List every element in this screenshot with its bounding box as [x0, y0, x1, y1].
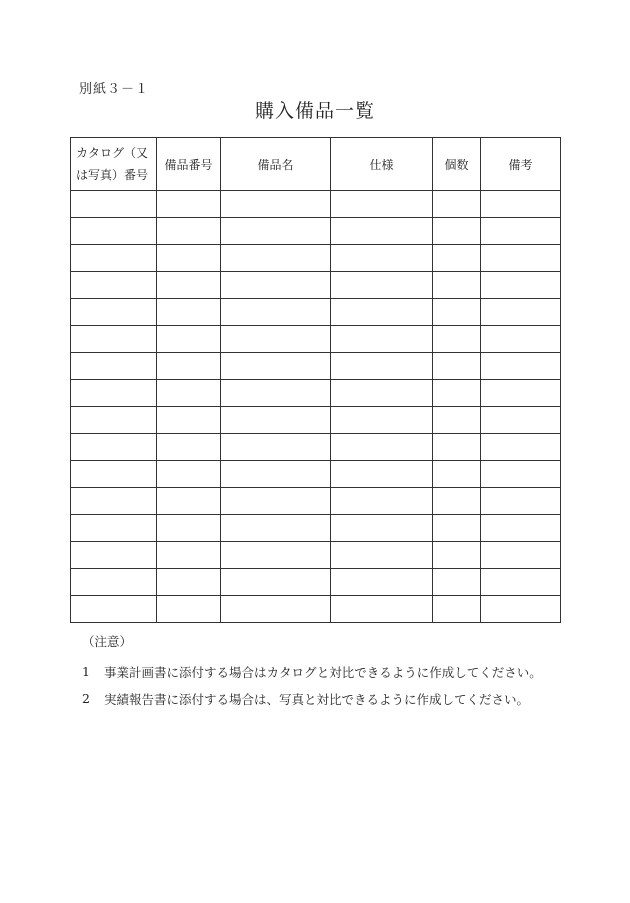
table-row — [71, 407, 561, 434]
cell-item-number[interactable] — [157, 515, 221, 542]
cell-item-name[interactable] — [221, 461, 331, 488]
cell-catalog-number[interactable] — [71, 299, 157, 326]
cell-item-name[interactable] — [221, 488, 331, 515]
cell-catalog-number[interactable] — [71, 542, 157, 569]
note-item — [80, 658, 542, 685]
cell-quantity[interactable] — [433, 407, 481, 434]
cell-item-number[interactable] — [157, 542, 221, 569]
header-spec: 仕様 — [331, 138, 433, 191]
table-row — [71, 245, 561, 272]
cell-catalog-number[interactable] — [71, 218, 157, 245]
cell-quantity[interactable] — [433, 434, 481, 461]
cell-catalog-number[interactable] — [71, 380, 157, 407]
cell-remarks[interactable] — [481, 380, 561, 407]
note-number: 1 — [82, 664, 90, 679]
cell-remarks[interactable] — [481, 461, 561, 488]
cell-remarks[interactable] — [481, 488, 561, 515]
cell-spec[interactable] — [331, 569, 433, 596]
header-catalog-line1: カタログ（又 — [76, 146, 149, 160]
cell-item-number[interactable] — [157, 407, 221, 434]
cell-quantity[interactable] — [433, 488, 481, 515]
cell-spec[interactable] — [331, 488, 433, 515]
cell-remarks[interactable] — [481, 434, 561, 461]
table-row — [71, 380, 561, 407]
cell-remarks[interactable] — [481, 191, 561, 218]
cell-item-name[interactable] — [221, 299, 331, 326]
table-row — [71, 191, 561, 218]
note-number: 2 — [82, 691, 90, 706]
header-catalog-number — [71, 138, 157, 191]
cell-quantity[interactable] — [433, 569, 481, 596]
cell-remarks[interactable] — [481, 569, 561, 596]
notes-section — [80, 632, 542, 712]
cell-spec[interactable] — [331, 245, 433, 272]
cell-item-name[interactable] — [221, 542, 331, 569]
cell-item-number[interactable] — [157, 218, 221, 245]
table-row — [71, 353, 561, 380]
cell-quantity[interactable] — [433, 596, 481, 623]
cell-catalog-number[interactable] — [71, 569, 157, 596]
cell-catalog-number[interactable] — [71, 434, 157, 461]
cell-remarks[interactable] — [481, 272, 561, 299]
cell-catalog-number[interactable] — [71, 488, 157, 515]
cell-item-name[interactable] — [221, 434, 331, 461]
cell-quantity[interactable] — [433, 245, 481, 272]
cell-remarks[interactable] — [481, 407, 561, 434]
cell-item-name[interactable] — [221, 218, 331, 245]
header-item-number: 備品番号 — [157, 138, 221, 191]
cell-quantity[interactable] — [433, 515, 481, 542]
cell-spec[interactable] — [331, 407, 433, 434]
cell-item-number[interactable] — [157, 488, 221, 515]
cell-catalog-number[interactable] — [71, 407, 157, 434]
cell-spec[interactable] — [331, 353, 433, 380]
cell-spec[interactable] — [331, 191, 433, 218]
cell-quantity[interactable] — [433, 191, 481, 218]
cell-item-number[interactable] — [157, 245, 221, 272]
cell-remarks[interactable] — [481, 218, 561, 245]
header-item-name: 備品名 — [221, 138, 331, 191]
notes-heading: （注意） — [82, 634, 133, 649]
cell-spec[interactable] — [331, 542, 433, 569]
header-remarks: 備考 — [481, 138, 561, 191]
cell-spec[interactable] — [331, 461, 433, 488]
cell-item-number[interactable] — [157, 299, 221, 326]
cell-spec[interactable] — [331, 596, 433, 623]
cell-catalog-number[interactable] — [71, 272, 157, 299]
attachment-label: 別紙３－１ — [79, 82, 150, 97]
cell-item-number[interactable] — [157, 569, 221, 596]
note-text: 事業計画書に添付する場合はカタログと対比できるように作成してください。 — [104, 664, 542, 680]
cell-item-name[interactable] — [221, 407, 331, 434]
cell-item-number[interactable] — [157, 353, 221, 380]
equipment-table — [70, 137, 561, 623]
cell-spec[interactable] — [331, 299, 433, 326]
note-item — [80, 685, 542, 712]
cell-item-name[interactable] — [221, 569, 331, 596]
cell-remarks[interactable] — [481, 326, 561, 353]
cell-spec[interactable] — [331, 515, 433, 542]
table-header-row — [71, 138, 561, 191]
cell-spec[interactable] — [331, 380, 433, 407]
cell-item-number[interactable] — [157, 380, 221, 407]
note-text: 実績報告書に添付する場合は、写真と対比できるように作成してください。 — [104, 691, 530, 707]
table-row — [71, 488, 561, 515]
cell-quantity[interactable] — [433, 542, 481, 569]
cell-spec[interactable] — [331, 434, 433, 461]
page-title: 購入備品一覧 — [254, 100, 375, 122]
cell-catalog-number[interactable] — [71, 245, 157, 272]
cell-quantity[interactable] — [433, 461, 481, 488]
table-row — [71, 569, 561, 596]
cell-item-number[interactable] — [157, 191, 221, 218]
cell-remarks[interactable] — [481, 245, 561, 272]
cell-item-number[interactable] — [157, 434, 221, 461]
cell-item-name[interactable] — [221, 353, 331, 380]
cell-remarks[interactable] — [481, 542, 561, 569]
cell-quantity[interactable] — [433, 272, 481, 299]
cell-item-number[interactable] — [157, 326, 221, 353]
header-quantity: 個数 — [433, 138, 481, 191]
cell-quantity[interactable] — [433, 299, 481, 326]
cell-spec[interactable] — [331, 326, 433, 353]
header-catalog-line2: は写真）番号 — [76, 168, 149, 182]
table-row — [71, 596, 561, 623]
table-row — [71, 542, 561, 569]
cell-catalog-number[interactable] — [71, 326, 157, 353]
cell-spec[interactable] — [331, 218, 433, 245]
cell-item-name[interactable] — [221, 380, 331, 407]
table-row — [71, 461, 561, 488]
cell-item-number[interactable] — [157, 461, 221, 488]
cell-item-name[interactable] — [221, 245, 331, 272]
cell-quantity[interactable] — [433, 353, 481, 380]
table-row — [71, 272, 561, 299]
cell-remarks[interactable] — [481, 515, 561, 542]
cell-catalog-number[interactable] — [71, 353, 157, 380]
table-row — [71, 326, 561, 353]
table-row — [71, 218, 561, 245]
cell-catalog-number[interactable] — [71, 461, 157, 488]
cell-item-name[interactable] — [221, 191, 331, 218]
cell-spec[interactable] — [331, 272, 433, 299]
cell-remarks[interactable] — [481, 353, 561, 380]
cell-remarks[interactable] — [481, 299, 561, 326]
cell-item-number[interactable] — [157, 272, 221, 299]
table-row — [71, 299, 561, 326]
table-row — [71, 515, 561, 542]
cell-quantity[interactable] — [433, 326, 481, 353]
cell-item-name[interactable] — [221, 515, 331, 542]
cell-item-name[interactable] — [221, 596, 331, 623]
cell-item-number[interactable] — [157, 596, 221, 623]
cell-catalog-number[interactable] — [71, 515, 157, 542]
cell-quantity[interactable] — [433, 218, 481, 245]
table-row — [71, 434, 561, 461]
cell-catalog-number[interactable] — [71, 596, 157, 623]
cell-remarks[interactable] — [481, 596, 561, 623]
cell-item-name[interactable] — [221, 326, 331, 353]
table-body — [71, 191, 561, 623]
cell-catalog-number[interactable] — [71, 191, 157, 218]
cell-item-name[interactable] — [221, 272, 331, 299]
cell-quantity[interactable] — [433, 380, 481, 407]
